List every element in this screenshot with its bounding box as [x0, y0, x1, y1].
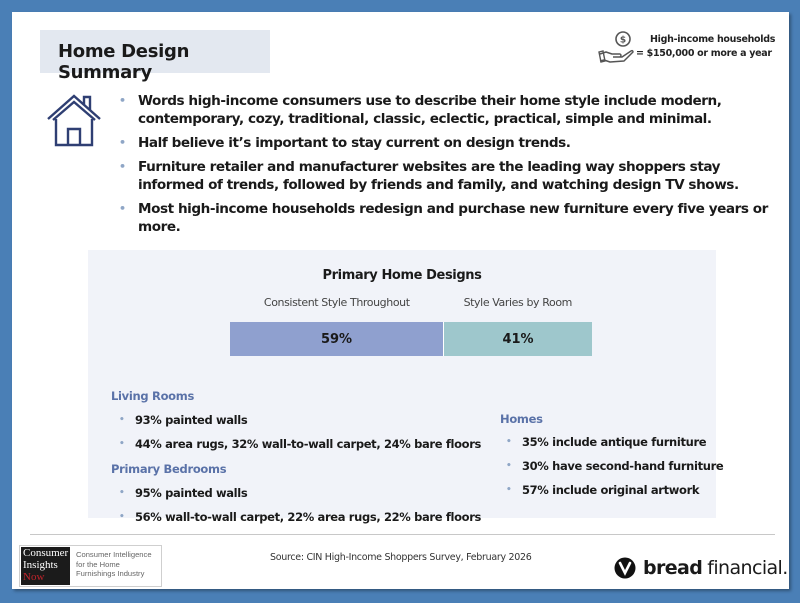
cin-wordmark [21, 547, 70, 585]
stacked-bar [230, 322, 592, 356]
cin-wordmark-line: Consumer [23, 547, 69, 559]
homes-heading: Homes [500, 412, 543, 426]
segment-consistent: 59% [230, 322, 443, 356]
income-note-line2: = $150,000 or more a year [636, 48, 772, 59]
list-item: • 93% painted walls [113, 412, 481, 436]
bread-financial-logo [614, 555, 788, 581]
primary-bedrooms-heading: Primary Bedrooms [111, 462, 227, 476]
income-note-line1: High-income households [650, 34, 776, 45]
summary-bullet: • Most high-income households redesign and purchase new furniture every five years or more. [116, 200, 776, 236]
title-box [40, 30, 270, 83]
source-note: Source: CIN High-Income Shoppers Survey, February 2026 [270, 552, 532, 563]
list-item: • 57% include original artwork [500, 482, 723, 506]
cin-tagline-line: Consumer Intelligence [76, 550, 152, 559]
page-title: Home Design Summary [58, 41, 190, 83]
living-rooms-heading: Living Rooms [111, 389, 195, 403]
segment-label-varies: Style Varies by Room [463, 296, 572, 309]
income-definition [598, 30, 783, 70]
summary-bullets [116, 92, 776, 242]
cin-wordmark-line: Insights [23, 559, 58, 571]
summary-bullet: • Half believe it’s important to stay current on design trends. [116, 134, 776, 152]
cin-tagline [76, 550, 152, 579]
cin-tagline-line: for the Home [76, 559, 120, 569]
hand-holding-dollar-icon [598, 30, 638, 66]
bread-logo-word2: financial. [707, 557, 788, 579]
slide [12, 12, 789, 589]
svg-text:$: $ [619, 35, 627, 46]
living-rooms-list [113, 412, 481, 460]
footer-divider [30, 534, 775, 535]
list-item: • 56% wall-to-wall carpet, 22% area rugs, 22% bare floors [113, 509, 481, 533]
primary-bedrooms-list [113, 485, 481, 533]
house-icon [46, 93, 102, 147]
summary-bullet: • Furniture retailer and manufacturer websites are the leading way shoppers stay informed of trends, followed by friends and family, and watching design TV shows. [116, 158, 776, 194]
cin-wordmark-line: Now [23, 571, 45, 583]
homes-list [500, 434, 723, 506]
list-item: • 30% have second-hand furniture [500, 458, 723, 482]
consumer-insights-now-logo [19, 545, 162, 587]
list-item: • 35% include antique furniture [500, 434, 723, 458]
cin-tagline-line: Furnishings Industry [76, 569, 145, 578]
segment-label-consistent: Consistent Style Throughout [263, 296, 410, 309]
list-item: • 95% painted walls [113, 485, 481, 509]
primary-home-designs-panel [88, 250, 724, 524]
list-item: • 44% area rugs, 32% wall-to-wall carpet, 24% bare floors [113, 436, 481, 460]
bread-logo-word1: bread [643, 557, 703, 579]
bread-logo-mark-icon [614, 557, 636, 579]
panel-title: Primary Home Designs [322, 268, 482, 283]
segment-varies: 41% [443, 322, 592, 356]
summary-bullet: • Words high-income consumers use to describe their home style include modern, contemporary, cozy, traditional, classic, eclectic, practical, simple and minimal. [116, 92, 776, 128]
